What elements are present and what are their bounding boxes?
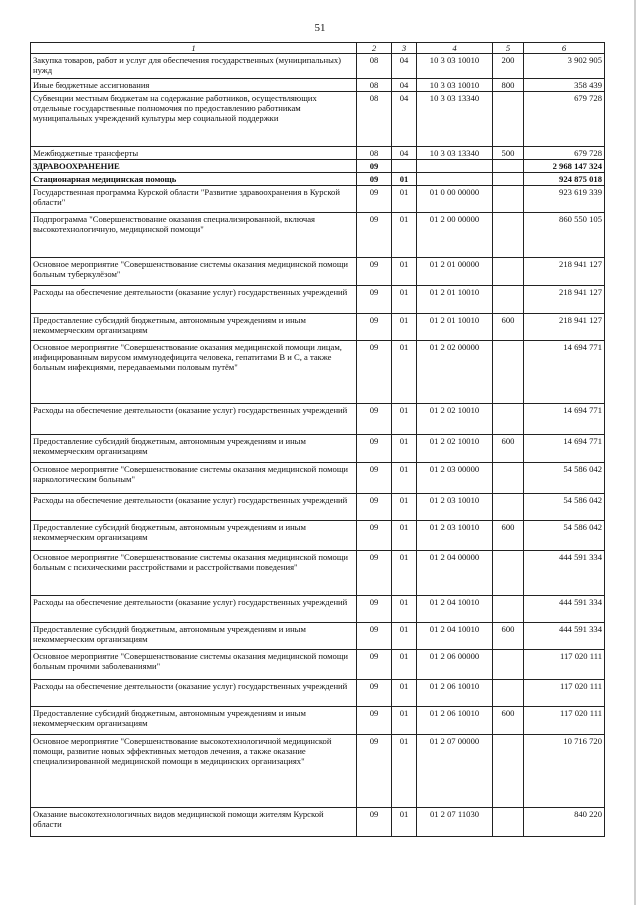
row-expense-type xyxy=(493,341,524,404)
col-header-section: 2 xyxy=(357,43,392,54)
row-name: Предоставление субсидий бюджетным, автономным учреждениям и иным некоммерческим организациям xyxy=(31,623,357,650)
table-row xyxy=(31,735,605,808)
col-header-subsection: 3 xyxy=(392,43,417,54)
row-amount: 924 875 018 xyxy=(524,173,605,186)
row-name: Иные бюджетные ассигнования xyxy=(31,79,357,92)
row-target-article xyxy=(417,160,493,173)
row-name: Предоставление субсидий бюджетным, автономным учреждениям и иным некоммерческим организациям xyxy=(31,521,357,551)
budget-table xyxy=(30,42,605,837)
row-name: Основное мероприятие "Совершенствование системы оказания медицинской помощи наркологическим больным" xyxy=(31,463,357,494)
row-target-article: 01 2 02 00000 xyxy=(417,341,493,404)
row-amount: 358 439 xyxy=(524,79,605,92)
row-subsection: 01 xyxy=(392,463,417,494)
row-amount: 14 694 771 xyxy=(524,404,605,435)
table-row xyxy=(31,160,605,173)
row-expense-type xyxy=(493,680,524,707)
col-header-amount: 6 xyxy=(524,43,605,54)
row-section: 08 xyxy=(357,147,392,160)
row-amount: 54 586 042 xyxy=(524,494,605,521)
row-amount: 923 619 339 xyxy=(524,186,605,213)
row-subsection: 01 xyxy=(392,623,417,650)
row-name: Оказание высокотехнологичных видов медицинской помощи жителям Курской области xyxy=(31,808,357,837)
row-expense-type xyxy=(493,160,524,173)
row-subsection: 01 xyxy=(392,494,417,521)
row-target-article: 01 2 04 10010 xyxy=(417,623,493,650)
row-target-article: 01 2 07 11030 xyxy=(417,808,493,837)
row-subsection xyxy=(392,160,417,173)
row-section: 09 xyxy=(357,808,392,837)
row-subsection: 01 xyxy=(392,286,417,314)
row-expense-type: 600 xyxy=(493,435,524,463)
row-section: 09 xyxy=(357,735,392,808)
row-name: Основное мероприятие "Совершенствование высокотехнологичной медицинской помощи, развитие новых эффективных методов лечения, а также оказание специализированной медицинской помощи в медицинских организациях" xyxy=(31,735,357,808)
row-expense-type xyxy=(493,258,524,286)
row-section: 09 xyxy=(357,404,392,435)
row-section: 09 xyxy=(357,596,392,623)
row-target-article: 01 2 00 00000 xyxy=(417,213,493,258)
row-name: Расходы на обеспечение деятельности (оказание услуг) государственных учреждений xyxy=(31,596,357,623)
table-row xyxy=(31,680,605,707)
row-expense-type xyxy=(493,808,524,837)
row-name: Предоставление субсидий бюджетным, автономным учреждениям и иным некоммерческим организациям xyxy=(31,314,357,341)
row-name: ЗДРАВООХРАНЕНИЕ xyxy=(31,160,357,173)
row-expense-type: 200 xyxy=(493,54,524,79)
row-name: Предоставление субсидий бюджетным, автономным учреждениям и иным некоммерческим организациям xyxy=(31,435,357,463)
row-expense-type xyxy=(493,596,524,623)
row-section: 09 xyxy=(357,463,392,494)
table-row xyxy=(31,596,605,623)
row-amount: 54 586 042 xyxy=(524,521,605,551)
row-target-article: 01 2 03 00000 xyxy=(417,463,493,494)
row-expense-type: 500 xyxy=(493,147,524,160)
row-target-article: 01 2 01 10010 xyxy=(417,286,493,314)
row-name: Основное мероприятие "Совершенствование системы оказания медицинской помощи больным прочими заболеваниями" xyxy=(31,650,357,680)
row-name: Основное мероприятие "Совершенствование оказания медицинской помощи лицам, инфицированным вирусом иммунодефицита человека, гепатитами B и C, а также больным инфекциями, передаваемыми половым путём" xyxy=(31,341,357,404)
row-target-article: 10 3 03 13340 xyxy=(417,92,493,147)
table-row xyxy=(31,213,605,258)
row-section: 09 xyxy=(357,551,392,596)
table-row xyxy=(31,494,605,521)
table-row xyxy=(31,650,605,680)
row-amount: 3 902 905 xyxy=(524,54,605,79)
row-target-article: 01 2 04 00000 xyxy=(417,551,493,596)
row-section: 09 xyxy=(357,341,392,404)
row-name: Основное мероприятие "Совершенствование системы оказания медицинской помощи больным с психическими расстройствами и расстройствами поведения" xyxy=(31,551,357,596)
table-row xyxy=(31,435,605,463)
row-subsection: 01 xyxy=(392,735,417,808)
row-target-article: 01 2 03 10010 xyxy=(417,521,493,551)
row-amount: 444 591 334 xyxy=(524,551,605,596)
row-target-article: 01 2 01 00000 xyxy=(417,258,493,286)
row-expense-type xyxy=(493,650,524,680)
row-target-article: 10 3 03 13340 xyxy=(417,147,493,160)
row-target-article: 01 2 02 10010 xyxy=(417,435,493,463)
row-expense-type xyxy=(493,404,524,435)
row-amount: 218 941 127 xyxy=(524,258,605,286)
row-section: 09 xyxy=(357,680,392,707)
row-amount: 117 020 111 xyxy=(524,707,605,735)
row-expense-type xyxy=(493,173,524,186)
row-name: Расходы на обеспечение деятельности (оказание услуг) государственных учреждений xyxy=(31,404,357,435)
table-row xyxy=(31,173,605,186)
row-expense-type: 600 xyxy=(493,314,524,341)
row-expense-type xyxy=(493,286,524,314)
row-amount: 218 941 127 xyxy=(524,286,605,314)
table-row xyxy=(31,551,605,596)
row-subsection: 01 xyxy=(392,213,417,258)
row-subsection: 01 xyxy=(392,680,417,707)
row-amount: 117 020 111 xyxy=(524,680,605,707)
row-section: 09 xyxy=(357,650,392,680)
row-subsection: 01 xyxy=(392,341,417,404)
row-target-article: 01 2 01 10010 xyxy=(417,314,493,341)
row-name: Подпрограмма "Совершенствование оказания специализированной, включая высокотехнологичную, медицинской помощи" xyxy=(31,213,357,258)
table-row xyxy=(31,623,605,650)
row-expense-type xyxy=(493,186,524,213)
row-subsection: 01 xyxy=(392,521,417,551)
row-section: 09 xyxy=(357,707,392,735)
row-subsection: 01 xyxy=(392,808,417,837)
row-amount: 218 941 127 xyxy=(524,314,605,341)
table-row xyxy=(31,404,605,435)
table-row xyxy=(31,314,605,341)
row-subsection: 01 xyxy=(392,258,417,286)
row-subsection: 04 xyxy=(392,79,417,92)
row-section: 09 xyxy=(357,186,392,213)
row-name: Стационарная медицинская помощь xyxy=(31,173,357,186)
row-expense-type xyxy=(493,494,524,521)
row-subsection: 01 xyxy=(392,173,417,186)
row-subsection: 01 xyxy=(392,596,417,623)
table-row xyxy=(31,79,605,92)
table-row xyxy=(31,54,605,79)
row-amount: 860 550 105 xyxy=(524,213,605,258)
table-row xyxy=(31,186,605,213)
row-target-article: 01 2 07 00000 xyxy=(417,735,493,808)
row-name: Основное мероприятие "Совершенствование системы оказания медицинской помощи больным туберкулёзом" xyxy=(31,258,357,286)
row-target-article: 01 0 00 00000 xyxy=(417,186,493,213)
row-target-article: 10 3 03 10010 xyxy=(417,54,493,79)
row-amount: 444 591 334 xyxy=(524,596,605,623)
row-section: 09 xyxy=(357,173,392,186)
row-expense-type xyxy=(493,551,524,596)
row-name: Предоставление субсидий бюджетным, автономным учреждениям и иным некоммерческим организациям xyxy=(31,707,357,735)
row-section: 09 xyxy=(357,286,392,314)
row-amount: 444 591 334 xyxy=(524,623,605,650)
row-section: 09 xyxy=(357,435,392,463)
scan-edge xyxy=(634,0,636,905)
row-amount: 840 220 xyxy=(524,808,605,837)
row-subsection: 04 xyxy=(392,54,417,79)
row-amount: 10 716 720 xyxy=(524,735,605,808)
row-expense-type: 600 xyxy=(493,521,524,551)
row-expense-type xyxy=(493,92,524,147)
row-amount: 679 728 xyxy=(524,92,605,147)
row-section: 08 xyxy=(357,79,392,92)
col-header-name: 1 xyxy=(31,43,357,54)
page-number: 51 xyxy=(314,22,326,34)
row-target-article xyxy=(417,173,493,186)
row-subsection: 01 xyxy=(392,186,417,213)
table-row xyxy=(31,463,605,494)
table-row xyxy=(31,808,605,837)
row-amount: 14 694 771 xyxy=(524,435,605,463)
col-header-target-article: 4 xyxy=(417,43,493,54)
row-target-article: 01 2 03 10010 xyxy=(417,494,493,521)
table-row xyxy=(31,707,605,735)
row-name: Межбюджетные трансферты xyxy=(31,147,357,160)
row-expense-type xyxy=(493,463,524,494)
row-target-article: 01 2 04 10010 xyxy=(417,596,493,623)
row-expense-type xyxy=(493,213,524,258)
row-section: 09 xyxy=(357,314,392,341)
row-amount: 679 728 xyxy=(524,147,605,160)
row-name: Закупка товаров, работ и услуг для обеспечения государственных (муниципальных) нужд xyxy=(31,54,357,79)
row-expense-type: 600 xyxy=(493,707,524,735)
row-amount: 2 968 147 324 xyxy=(524,160,605,173)
row-section: 09 xyxy=(357,160,392,173)
row-name: Расходы на обеспечение деятельности (оказание услуг) государственных учреждений xyxy=(31,680,357,707)
table-row xyxy=(31,147,605,160)
row-amount: 54 586 042 xyxy=(524,463,605,494)
row-subsection: 01 xyxy=(392,551,417,596)
table-row xyxy=(31,286,605,314)
row-target-article: 01 2 06 00000 xyxy=(417,650,493,680)
row-target-article: 01 2 02 10010 xyxy=(417,404,493,435)
row-name: Расходы на обеспечение деятельности (оказание услуг) государственных учреждений xyxy=(31,286,357,314)
row-expense-type: 600 xyxy=(493,623,524,650)
row-subsection: 01 xyxy=(392,435,417,463)
row-section: 09 xyxy=(357,258,392,286)
row-subsection: 04 xyxy=(392,92,417,147)
table-row xyxy=(31,92,605,147)
row-section: 08 xyxy=(357,92,392,147)
col-header-expense-type: 5 xyxy=(493,43,524,54)
row-subsection: 01 xyxy=(392,404,417,435)
row-section: 08 xyxy=(357,54,392,79)
row-target-article: 01 2 06 10010 xyxy=(417,707,493,735)
row-name: Расходы на обеспечение деятельности (оказание услуг) государственных учреждений xyxy=(31,494,357,521)
header-row xyxy=(31,43,605,54)
table-row xyxy=(31,258,605,286)
row-subsection: 01 xyxy=(392,650,417,680)
row-amount: 14 694 771 xyxy=(524,341,605,404)
row-section: 09 xyxy=(357,213,392,258)
row-section: 09 xyxy=(357,494,392,521)
row-expense-type: 800 xyxy=(493,79,524,92)
row-subsection: 01 xyxy=(392,314,417,341)
row-target-article: 01 2 06 10010 xyxy=(417,680,493,707)
row-section: 09 xyxy=(357,521,392,551)
table-row xyxy=(31,341,605,404)
row-subsection: 01 xyxy=(392,707,417,735)
row-target-article: 10 3 03 10010 xyxy=(417,79,493,92)
row-amount: 117 020 111 xyxy=(524,650,605,680)
table-row xyxy=(31,521,605,551)
row-expense-type xyxy=(493,735,524,808)
row-name: Субвенции местным бюджетам на содержание работников, осуществляющих отдельные государственные полномочия по предоставлению работникам муниципальных учреждений культуры мер социальной поддержки xyxy=(31,92,357,147)
row-subsection: 04 xyxy=(392,147,417,160)
row-name: Государственная программа Курской области "Развитие здравоохранения в Курской области" xyxy=(31,186,357,213)
row-section: 09 xyxy=(357,623,392,650)
